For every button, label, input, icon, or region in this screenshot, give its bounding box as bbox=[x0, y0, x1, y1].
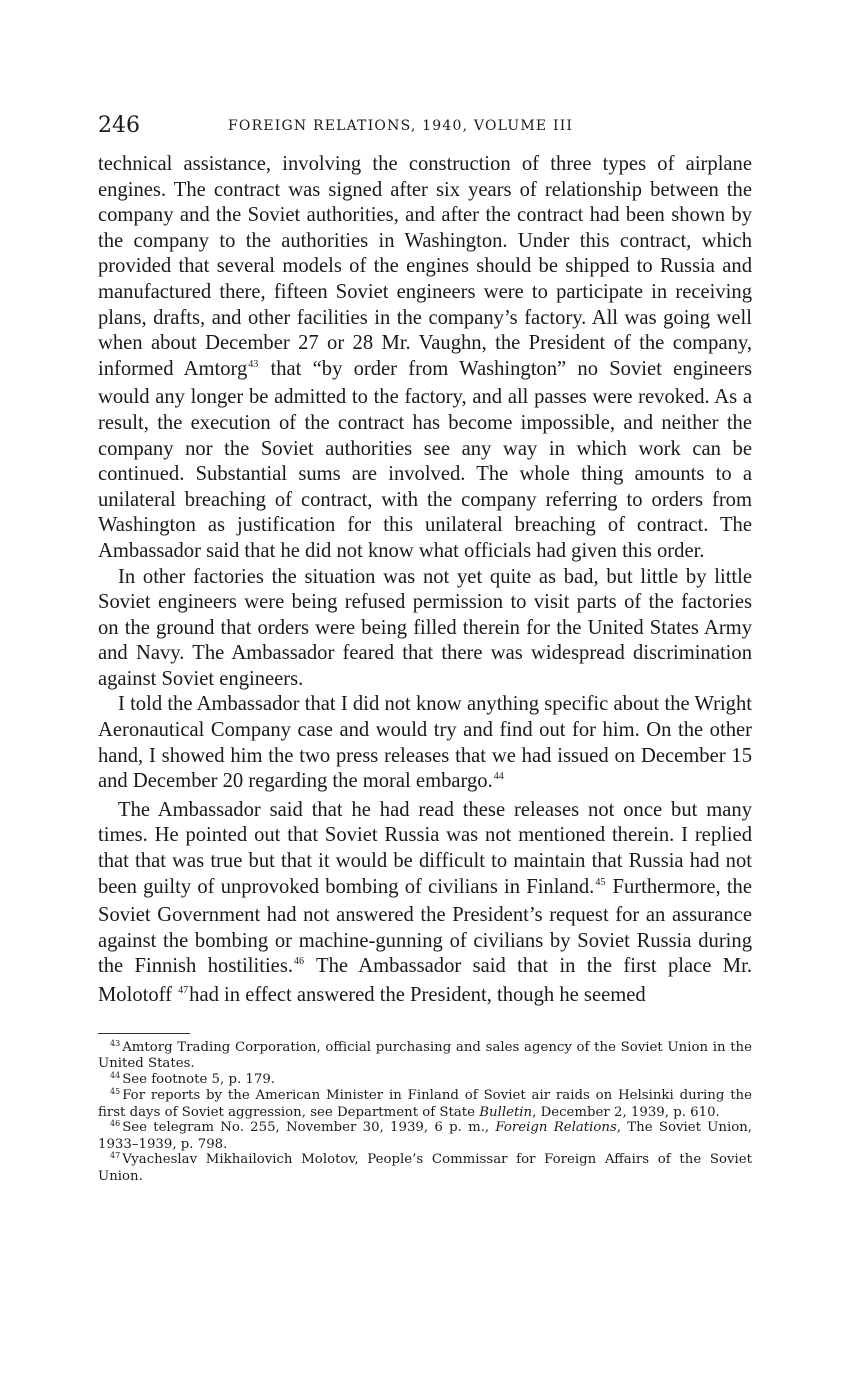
footnote-text: See footnote 5, p. 179. bbox=[122, 1071, 276, 1087]
text-run: The Ambassador said that in the first place Mr. Molotoff bbox=[98, 955, 752, 1006]
footnote-text: See telegram No. 255, November 30, 1939, 6 p. m., bbox=[122, 1120, 490, 1136]
text-run: I told the Ambassador that I did not know anything specific about the Wright Aeronautical Company case and would try and find out for him. On the other hand, I showed him the two press releases that we had issued on December 15 and December 20 regarding the moral embargo. bbox=[98, 693, 752, 793]
footnote-number: 44 bbox=[110, 1070, 121, 1080]
text-run: In other factories the situation was not yet quite as bad, but little by little Soviet engineers were being refused permission to visit parts of the factories on the ground that orders were being filled therein for the United States Army and Navy. The Ambassador feared that there was widespread discrimination against Soviet engineers. bbox=[98, 565, 752, 690]
paragraph bbox=[98, 152, 752, 565]
text-run: technical assistance, involving the construction of three types of airplane engines. The contract was signed after six years of relationship between the company and the Soviet authorities, and after the contract had been shown by the company to the authorities in Washington. Under this contract, which provided that several models of the engines should be shipped to Russia and manufactured there, fifteen Soviet engineers were to participate in receiving plans, drafts, and other facilities in the company’s factory. All was going well when about December 27 or 28 Mr. Vaughn, the President of the company, informed Amtorg bbox=[98, 153, 752, 380]
footnote-ref[interactable]: 44 bbox=[493, 771, 504, 783]
footnote-italic: Foreign Relations bbox=[495, 1120, 617, 1136]
text-run: had in effect answered the President, though he seemed bbox=[189, 984, 646, 1006]
footnote bbox=[98, 1120, 752, 1152]
footnote-ref[interactable]: 43 bbox=[248, 358, 259, 370]
footnote-number: 43 bbox=[110, 1038, 121, 1048]
text-run: The Ambassador said that he had read these releases not once but many times. He pointed out that Soviet Russia was not mentioned therein. I replied that that was true but that it would be difficult to maintain that Russia had not been guilty of unprovoked bombing of civilians in Finland. bbox=[98, 798, 752, 898]
footnotes bbox=[98, 1040, 752, 1185]
footnote bbox=[98, 1040, 752, 1072]
footnote-ref[interactable]: 47 bbox=[178, 985, 189, 996]
footnote-text: Amtorg Trading Corporation, official purchasing and sales agency of the Soviet Union in the United States. bbox=[98, 1039, 752, 1072]
footnote bbox=[98, 1088, 752, 1120]
footnote-text: , The Soviet Union, 1933–1939, p. 798. bbox=[98, 1120, 752, 1152]
paragraph bbox=[98, 565, 752, 693]
footnote bbox=[98, 1072, 752, 1089]
footnote-ref[interactable]: 45 bbox=[595, 876, 606, 888]
footnote-number: 46 bbox=[110, 1119, 121, 1129]
footnote bbox=[98, 1152, 752, 1184]
footnote-divider bbox=[98, 1033, 190, 1034]
running-title: FOREIGN RELATIONS, 1940, VOLUME III bbox=[228, 118, 574, 134]
footnote-text: For reports by the American Minister in Finland of Soviet air raids on Helsinki during the first days of Soviet aggression, see Department of State bbox=[98, 1088, 752, 1120]
footnote-text: , December 2, 1939, p. 610. bbox=[532, 1104, 720, 1120]
footnote-italic: Bulletin bbox=[479, 1104, 533, 1120]
page-number: 246 bbox=[98, 113, 140, 138]
footnote-ref[interactable]: 46 bbox=[293, 956, 304, 968]
body-text bbox=[98, 152, 752, 1012]
paragraph bbox=[98, 692, 752, 797]
document-page bbox=[98, 112, 752, 1184]
footnote-number: 47 bbox=[110, 1151, 121, 1161]
text-run: Furthermore, the Soviet Government had not answered the President’s request for an assurance against the bombing or machine-gunning of civilians by Soviet Russia during the Finnish hostilities. bbox=[98, 875, 752, 978]
text-run: that “by order from Washington” no Soviet engineers would any longer be admitted to the factory, and all passes were revoked. As a result, the execution of the contract has become impossible, and neither the company nor the Soviet authorities see any way in which work can be continued. Substantial sums are involved. The whole thing amounts to a unilateral breaching of contract, with the company referring to orders from Washington as justification for this unilateral breaching of contract. The Ambassador said that he did not know what officials had given this order. bbox=[98, 357, 752, 562]
footnote-text: Vyacheslav Mikhailovich Molotov, People’s Commissar for Foreign Affairs of the Soviet Union. bbox=[98, 1152, 752, 1184]
footnote-number: 45 bbox=[110, 1087, 121, 1097]
paragraph bbox=[98, 798, 752, 1012]
running-head bbox=[98, 112, 752, 144]
